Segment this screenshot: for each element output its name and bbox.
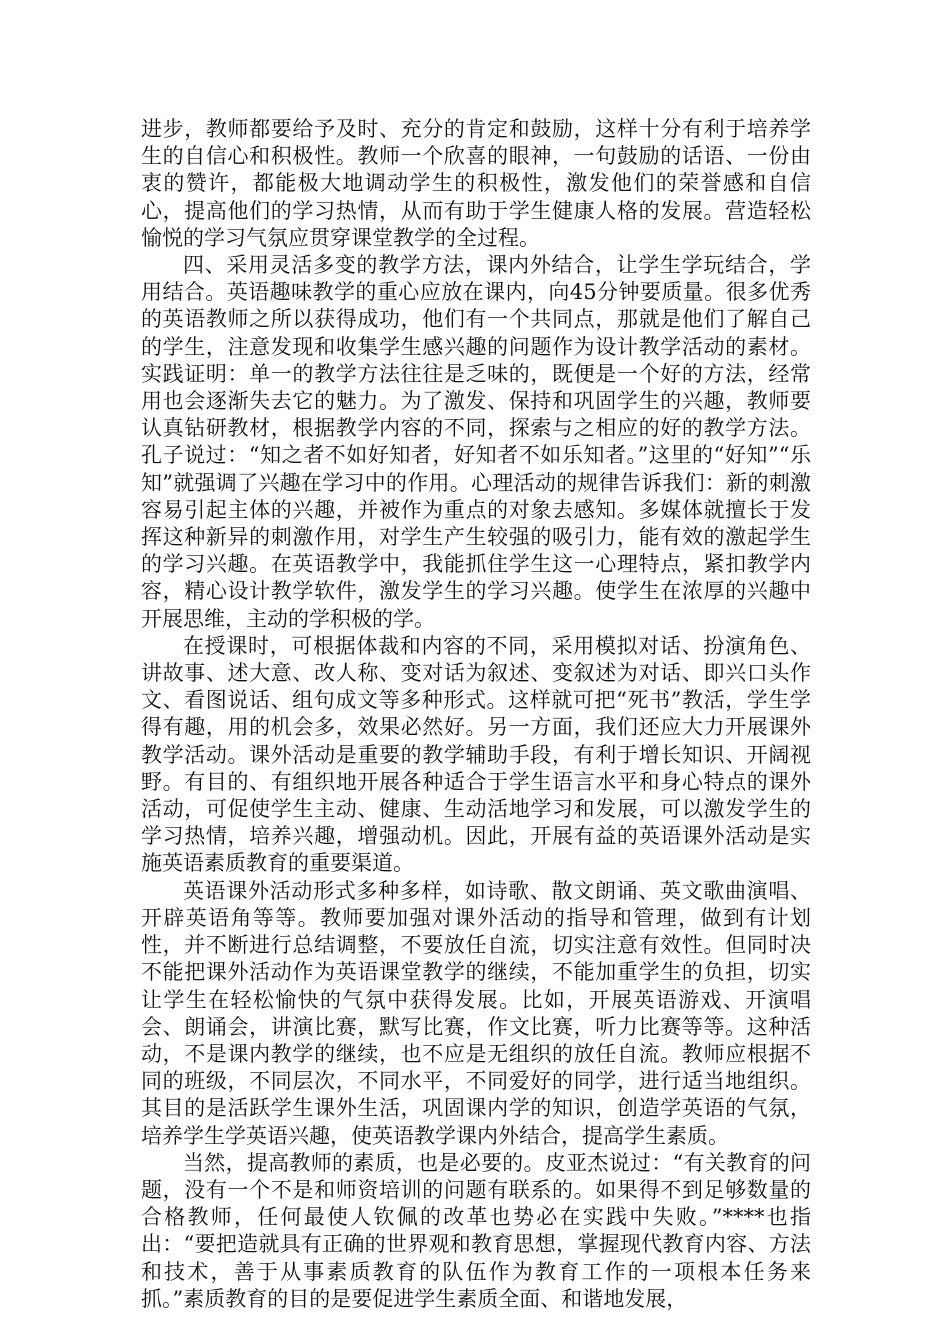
document-body: [141, 116, 811, 1313]
paragraph-continuation: 进步，教师都要给予及时、充分的肯定和鼓励，这样十分有利于培养学生的自信心和积极性。教师一个欣喜的眼神，一句鼓励的话语、一份由衷的赞许，都能极大地调动学生的积极性，激发他们的荣誉感和自信心，提高他们的学习热情，从而有助于学生健康人格的发展。营造轻松愉悦的学习气氛应贯穿课堂教学的全过程。: [141, 117, 811, 250]
paragraph-teacher-quality: 当然，提高教师的素质，也是必要的。皮亚杰说过：“有关教育的问题，没有一个不是和师资培训的问题有联系的。如果得不到足够数量的合格教师，任何最使人钦佩的改革也势必在实践中失败。”****也指出：“要把造就具有正确的世界观和教育思想，掌握现代教育内容、方法和技术，善于从事素质教育的队伍作为教育工作的一项根本任务来抓。”素质教育的目的是要促进学生素质全面、和谐地发展，: [141, 1150, 811, 1311]
paragraph-lesson-forms: 在授课时，可根据体裁和内容的不同，采用模拟对话、扮演角色、讲故事、述大意、改人称、变对话为叙述、变叙述为对话、即兴口头作文、看图说话、组句成文等多种形式。这样就可把“死书”教活，学生学得有趣，用的机会多，效果必然好。另一方面，我们还应大力开展课外教学活动。课外活动是重要的教学辅助手段，有利于增长知识、开阔视野。有目的、有组织地开展各种适合于学生语言水平和身心特点的课外活动，可促使学生主动、健康、生动活地学习和发展，可以激发学生的学习热情，培养兴趣，增强动机。因此，开展有益的英语课外活动是实施英语素质教育的重要渠道。: [141, 633, 811, 876]
paragraph-teaching-methods: 四、采用灵活多变的教学方法，课内外结合，让学生学玩结合，学用结合。英语趣味教学的重心应放在课内，向45分钟要质量。很多优秀的英语教师之所以获得成功，他们有一个共同点，那就是他们了解自己的学生，注意发现和收集学生感兴趣的问题作为设计教学活动的素材。实践证明：单一的教学方法往往是乏味的，既便是一个好的方法，经常用也会逐渐失去它的魅力。为了激发、保持和巩固学生的兴趣，教师要认真钻研教材，根据教学内容的不同，探索与之相应的好的教学方法。孔子说过：“知之者不如好知者，好知者不如乐知者。”这里的“好知”“乐知”就强调了兴趣在学习中的作用。心理活动的规律告诉我们：新的刺激容易引起主体的兴趣，并被作为重点的对象去感知。多媒体就擅长于发挥这种新异的刺激作用，对学生产生较强的吸引力，能有效的激起学生的学习兴趣。在英语教学中，我能抓住学生这一心理特点，紧扣教学内容，精心设计教学软件，激发学生的学习兴趣。使学生在浓厚的兴趣中开展思维，主动的学积极的学。: [141, 253, 811, 631]
paragraph-extracurricular: 英语课外活动形式多种多样，如诗歌、散文朗诵、英文歌曲演唱、开辟英语角等等。教师要加强对课外活动的指导和管理，做到有计划性，并不断进行总结调整，不要放任自流，切实注意有效性。但同时决不能把课外活动作为英语课堂教学的继续，不能加重学生的负担，切实让学生在轻松愉快的气氛中获得发展。比如，开展英语游戏、开演唱会、朗诵会，讲演比赛，默写比赛，作文比赛，听力比赛等等。这种活动，不是课内教学的继续，也不应是无组织的放任自流。教师应根据不同的班级，不同层次，不同水平，不同爱好的同学，进行适当地组织。其目的是活跃学生课外生活，巩固课内学的知识，创造学英语的气氛，培养学生学英语兴趣，使英语教学课内外结合，提高学生素质。: [141, 878, 811, 1148]
